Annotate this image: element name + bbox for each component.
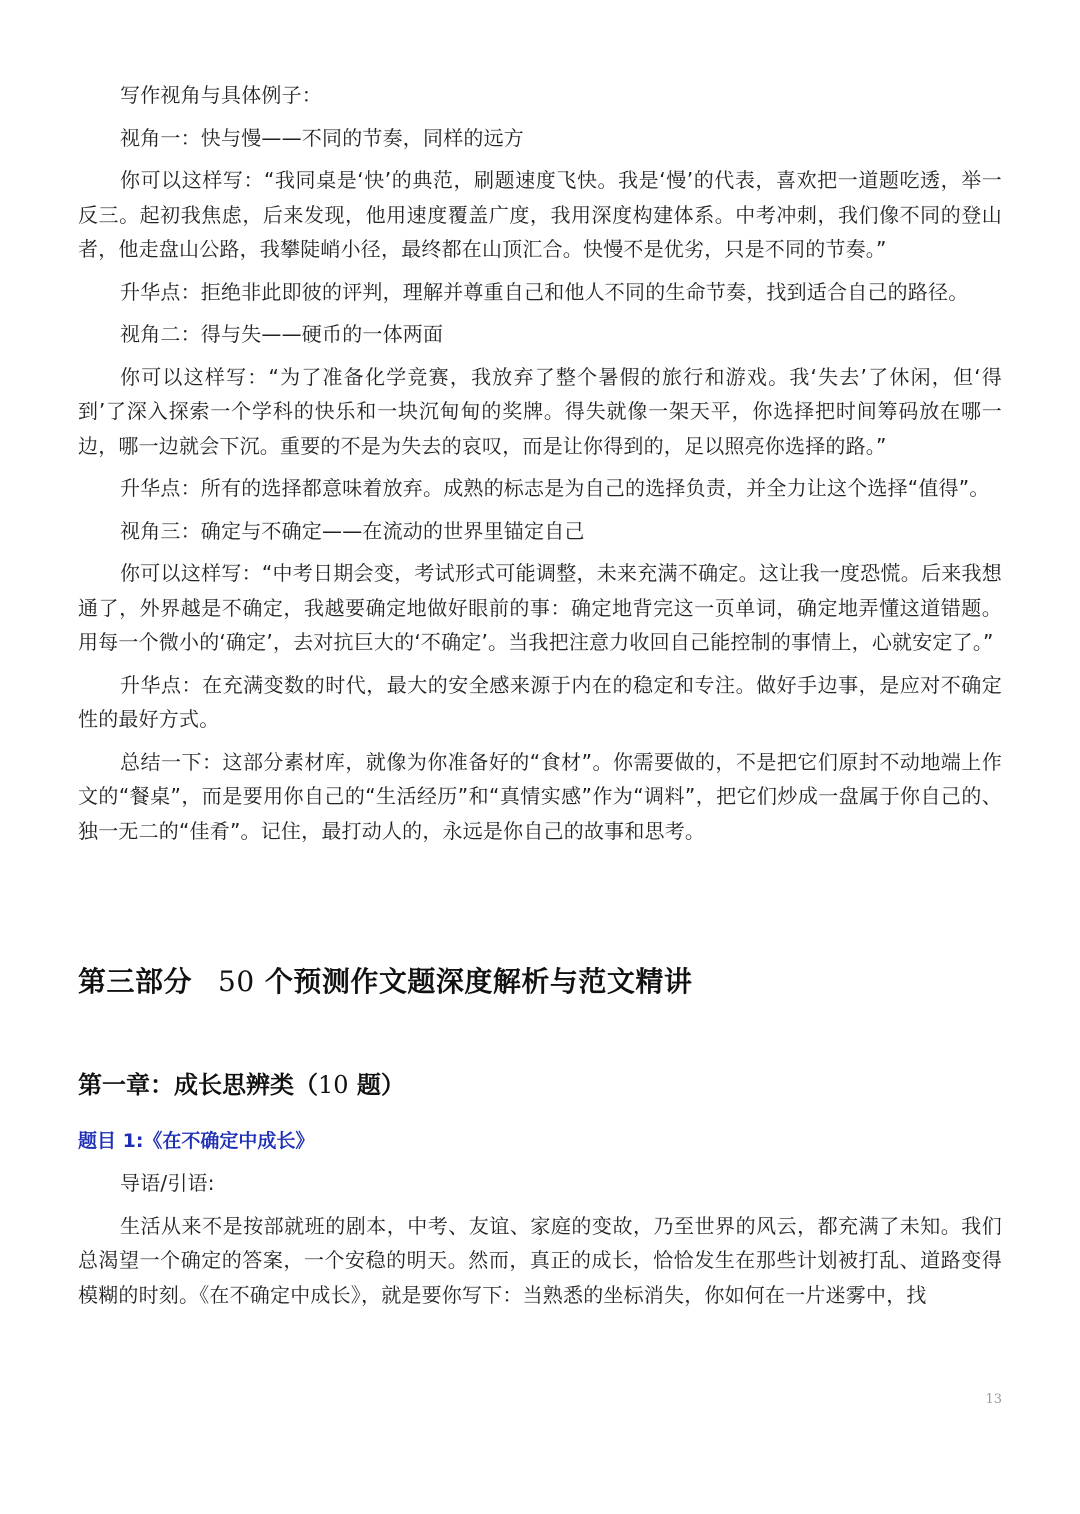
sublimation-point-1: 升华点：拒绝非此即彼的评判，理解并尊重自己和他人不同的生命节奏，找到适合自己的路径。: [120, 279, 969, 304]
sublimation-point-3: 升华点：在充满变数的时代，最大的安全感来源于内在的稳定和专注。做好手边事，是应对不确定性的最好方式。: [78, 672, 1002, 731]
lead-in-label: 导语/引语:: [120, 1171, 215, 1195]
summary-paragraph: 总结一下：这部分素材库，就像为你准备好的“食材”。你需要做的，不是把它们原封不动地端上作文的“餐桌”，而是要用你自己的“生活经历”和“真情实感”作为“调料”，把它们炒成一盘属于你自己的、独一无二的“佳肴”。记住，最打动人的，永远是你自己的故事和思考。: [78, 749, 1002, 843]
topic-title: 题目 1:《在不确定中成长》: [78, 1130, 315, 1152]
page-number: 13: [985, 1392, 1002, 1407]
perspective-heading-2: 视角二：得与失——硬币的一体两面: [120, 322, 444, 346]
lead-in-paragraph: 生活从来不是按部就班的剧本，中考、友谊、家庭的变故，乃至世界的风云，都充满了未知。我们总渴望一个确定的答案，一个安稳的明天。然而，真正的成长，恰恰发生在那些计划被打乱、道路变得模糊的时刻。《在不确定中成长》，就是要你写下：当熟悉的坐标消失，你如何在一片迷雾中，找: [78, 1213, 1002, 1307]
part-title-text: 个预测作文题深度解析与范文精讲: [264, 965, 693, 998]
perspective-heading-3: 视角三：确定与不确定——在流动的世界里锚定自己: [120, 518, 585, 543]
chapter-title-suffix: 题）: [356, 1071, 405, 1099]
example-paragraph-2: 你可以这样写：“为了准备化学竞赛，我放弃了整个暑假的旅行和游戏。我‘失去’了休闲，但‘得到’了深入探索一个学科的快乐和一块沉甸甸的奖牌。得失就像一架天平，你选择把时间筹码放在哪一边，哪一边就会下沉。重要的不是为失去的哀叹，而是让你得到的，足以照亮你选择的路。”: [78, 364, 1002, 458]
part-title-label: 第三部分: [78, 965, 193, 998]
chapter-title: [78, 1066, 1002, 1104]
example-paragraph-3: 你可以这样写：“中考日期会变，考试形式可能调整，未来充满不确定。这让我一度恐慌。后来我想通了，外界越是不确定，我越要确定地做好眼前的事：确定地背完这一页单词，确定地弄懂这道错题。用每一个微小的‘确定’，去对抗巨大的‘不确定’。当我把注意力收回自己能控制的事情上，心就安定了。”: [78, 561, 1002, 654]
sublimation-point-2: 升华点：所有的选择都意味着放弃。成熟的标志是为自己的选择负责，并全力让这个选择“值得”。: [120, 476, 990, 500]
chapter-title-prefix: 第一章：成长思辨类（: [78, 1071, 318, 1099]
chapter-title-number: 10: [318, 1071, 349, 1099]
section-intro: 写作视角与具体例子：: [120, 83, 322, 107]
part-title: [78, 962, 1002, 1002]
part-title-number: 50: [218, 965, 255, 998]
perspective-heading-1: 视角一：快与慢——不同的节奏，同样的远方: [120, 125, 524, 150]
page-content: [78, 78, 1002, 1312]
example-paragraph-1: 你可以这样写：“我同桌是‘快’的典范，刷题速度飞快。我是‘慢’的代表，喜欢把一道题吃透，举一反三。起初我焦虑，后来发现，他用速度覆盖广度，我用深度构建体系。中考冲刺，我们像不同的登山者，他走盘山公路，我攀陡峭小径，最终都在山顶汇合。快慢不是优劣，只是不同的节奏。”: [78, 168, 1002, 261]
